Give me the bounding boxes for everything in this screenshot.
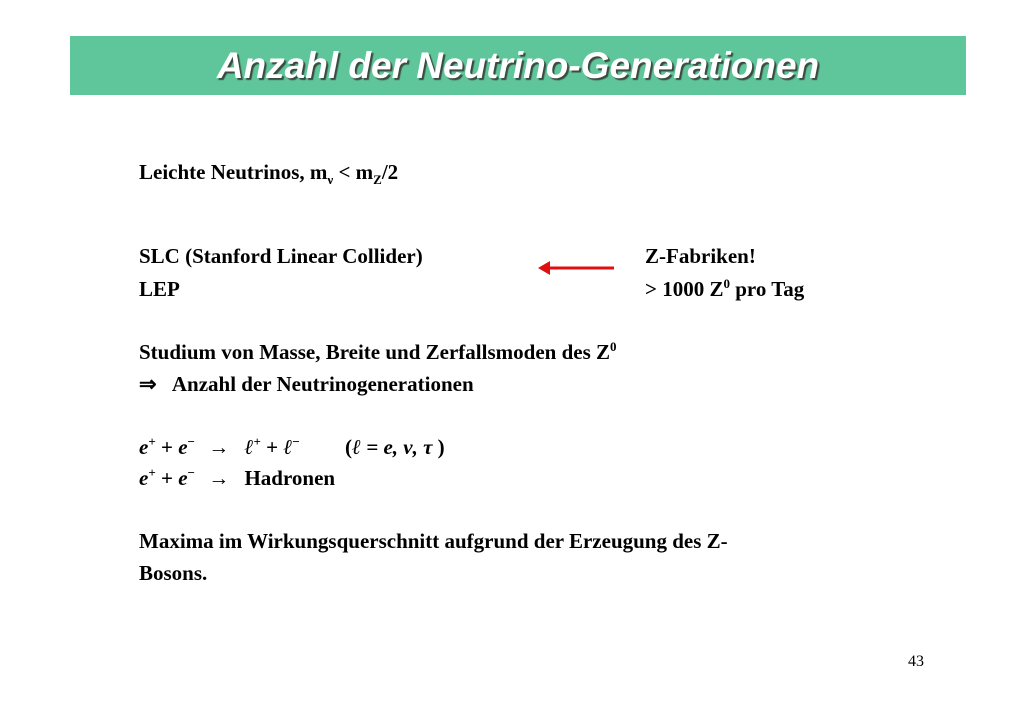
r1-arrow-icon: →: [208, 435, 230, 459]
studium-sup: 0: [610, 339, 617, 354]
r1-plus2: +: [260, 435, 284, 459]
studium-text: Studium von Masse, Breite und Zerfallsmoden des Z: [139, 340, 610, 364]
light-neutrinos-line: [139, 160, 398, 185]
light-neutrinos-text: Leichte Neutrinos, m: [139, 160, 328, 184]
r2-plus-sup: +: [148, 465, 156, 480]
z-factories-text: Z-Fabriken!: [645, 244, 756, 268]
r1-l-plus: +: [253, 434, 261, 449]
rate-post: pro Tag: [729, 277, 805, 301]
slide-title: Anzahl der Neutrino-Generationen: [216, 44, 820, 86]
lep-text: LEP: [139, 277, 180, 301]
r1-e1: e: [139, 435, 149, 459]
reaction2-line: [139, 466, 335, 491]
r1-l3: ℓ: [352, 435, 361, 459]
rate-sup: 0: [723, 276, 730, 291]
z-subscript: Z: [373, 172, 382, 187]
r2-plus: +: [155, 466, 179, 490]
rate-line: [645, 277, 804, 302]
page-number: 43: [908, 653, 924, 670]
lep-line: [139, 277, 180, 302]
r1-plus-sup: +: [148, 434, 156, 449]
r1-plus: +: [155, 435, 179, 459]
r1-paren-close: ): [437, 435, 445, 459]
implies-icon: ⇒: [139, 372, 157, 396]
r1-paren-open: (: [345, 435, 352, 459]
r1-def: = e, ν, τ: [360, 435, 438, 459]
title-bar: [70, 36, 966, 95]
mz-text: < m: [333, 160, 374, 184]
r1-l-minus: −: [292, 434, 300, 449]
r1-e2: e: [178, 435, 188, 459]
r1-l2: ℓ: [283, 435, 293, 459]
left-arrow-icon: [536, 258, 616, 278]
studium-line: [139, 340, 617, 365]
r2-e2: e: [178, 466, 188, 490]
slc-line: [139, 244, 423, 269]
half-text: /2: [381, 160, 399, 184]
reaction1-line: [139, 435, 445, 460]
maxima-line2: Bosons.: [139, 561, 208, 585]
r2-minus-sup: −: [187, 465, 195, 480]
maxima-line1: Maxima im Wirkungsquerschnitt aufgrund der Erzeugung des Z-: [139, 529, 728, 553]
r1-minus-sup: −: [187, 434, 195, 449]
r1-l1: ℓ: [244, 435, 254, 459]
rate-pre: > 1000 Z: [645, 277, 724, 301]
slc-text: SLC (Stanford Linear Collider): [139, 244, 423, 268]
nu-subscript: ν: [327, 172, 334, 187]
r2-product: Hadronen: [244, 466, 336, 490]
implies-line: [139, 372, 474, 397]
implies-text: Anzahl der Neutrinogenerationen: [171, 372, 474, 396]
r2-arrow-icon: →: [208, 466, 230, 490]
r2-e1: e: [139, 466, 149, 490]
